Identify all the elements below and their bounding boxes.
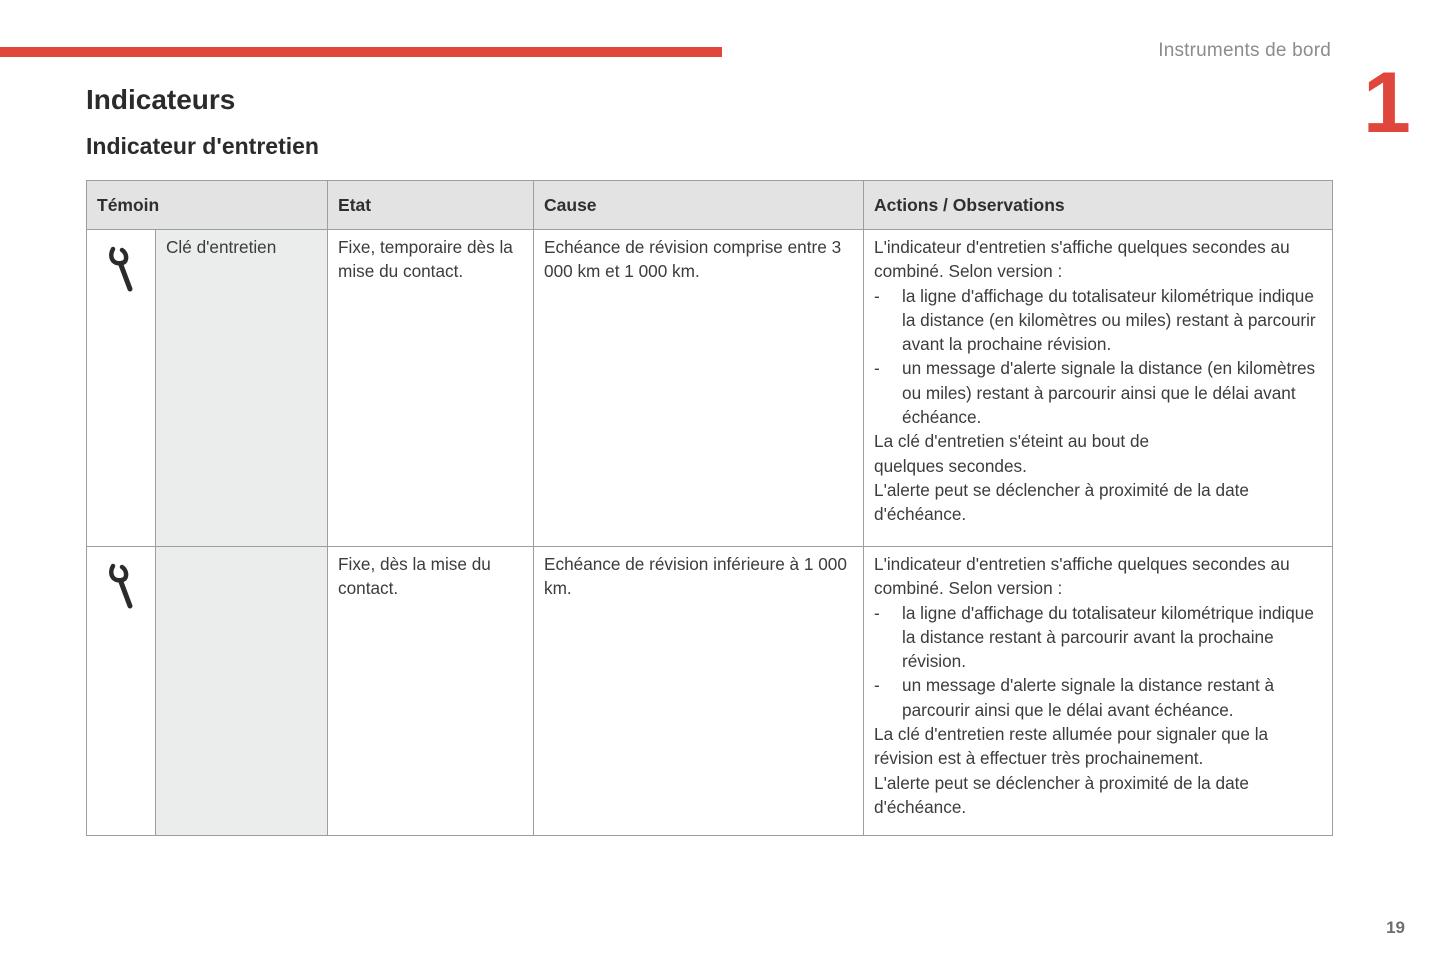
header-accent-bar xyxy=(0,47,722,57)
header-temoin: Témoin xyxy=(87,181,328,230)
table-row xyxy=(87,230,1333,547)
header-cause: Cause xyxy=(534,181,864,230)
actions-cell xyxy=(864,547,1333,836)
header-etat: Etat xyxy=(328,181,534,230)
etat-cell: Fixe, temporaire dès la mise du contact. xyxy=(328,230,534,547)
bullet-item: - la ligne d'affichage du totalisateur kilométrique indique la distance (en kilomètres ou miles) restant à parcourir avant la prochaine révision. xyxy=(874,284,1322,357)
wrench-icon xyxy=(103,243,143,293)
bullet-text: un message d'alerte signale la distance (en kilomètres ou miles) restant à parcourir ainsi que le délai avant échéance. xyxy=(902,358,1316,428)
cause-cell: Echéance de révision comprise entre 3 000 km et 1 000 km. xyxy=(534,230,864,547)
header-actions: Actions / Observations xyxy=(864,181,1333,230)
section-title: Indicateurs xyxy=(86,84,236,115)
actions-intro: L'indicateur d'entretien s'affiche quelques secondes au combiné. Selon version : xyxy=(874,237,1290,282)
wrench-icon xyxy=(103,560,143,610)
bullet-text: la ligne d'affichage du totalisateur kilométrique indique la distance (en kilomètres ou miles) restant à parcourir avant la prochaine révision. xyxy=(902,285,1316,355)
indicator-name xyxy=(156,547,328,836)
page-number: 19 xyxy=(1386,918,1405,937)
table-row xyxy=(87,547,1333,836)
indicator-icon-cell xyxy=(87,547,156,836)
indicator-icon-cell xyxy=(87,230,156,547)
bullet-item: - un message d'alerte signale la distance (en kilomètres ou miles) restant à parcourir ainsi que le délai avant échéance. xyxy=(874,356,1322,429)
actions-note: La clé d'entretien s'éteint au bout de quelques secondes. xyxy=(874,431,1150,476)
cause-cell: Echéance de révision inférieure à 1 000 km. xyxy=(534,547,864,836)
chapter-number: 1 xyxy=(1363,55,1411,151)
indicator-name: Clé d'entretien xyxy=(156,230,328,547)
indicator-table xyxy=(86,180,1333,836)
section-subtitle: Indicateur d'entretien xyxy=(86,133,319,159)
bullet-item: - la ligne d'affichage du totalisateur kilométrique indique la distance restant à parcourir avant la prochaine révision. xyxy=(874,601,1322,674)
actions-note: L'alerte peut se déclencher à proximité de la date d'échéance. xyxy=(874,479,1249,525)
running-title: Instruments de bord xyxy=(1158,40,1331,61)
actions-intro: L'indicateur d'entretien s'affiche quelques secondes au combiné. Selon version : xyxy=(874,554,1290,599)
bullet-text: un message d'alerte signale la distance restant à parcourir ainsi que le délai avant échéance. xyxy=(902,675,1275,720)
bullet-item: - un message d'alerte signale la distance restant à parcourir ainsi que le délai avant échéance. xyxy=(874,673,1322,722)
actions-note: L'alerte peut se déclencher à proximité de la date d'échéance. xyxy=(874,772,1249,817)
bullet-text: la ligne d'affichage du totalisateur kilométrique indique la distance restant à parcourir avant la prochaine révision. xyxy=(902,602,1314,672)
actions-cell xyxy=(864,230,1333,547)
actions-note: La clé d'entretien reste allumée pour signaler que la révision est à effectuer très prochainement. xyxy=(874,724,1269,769)
table-header-row xyxy=(87,181,1333,230)
etat-cell: Fixe, dès la mise du contact. xyxy=(328,547,534,836)
